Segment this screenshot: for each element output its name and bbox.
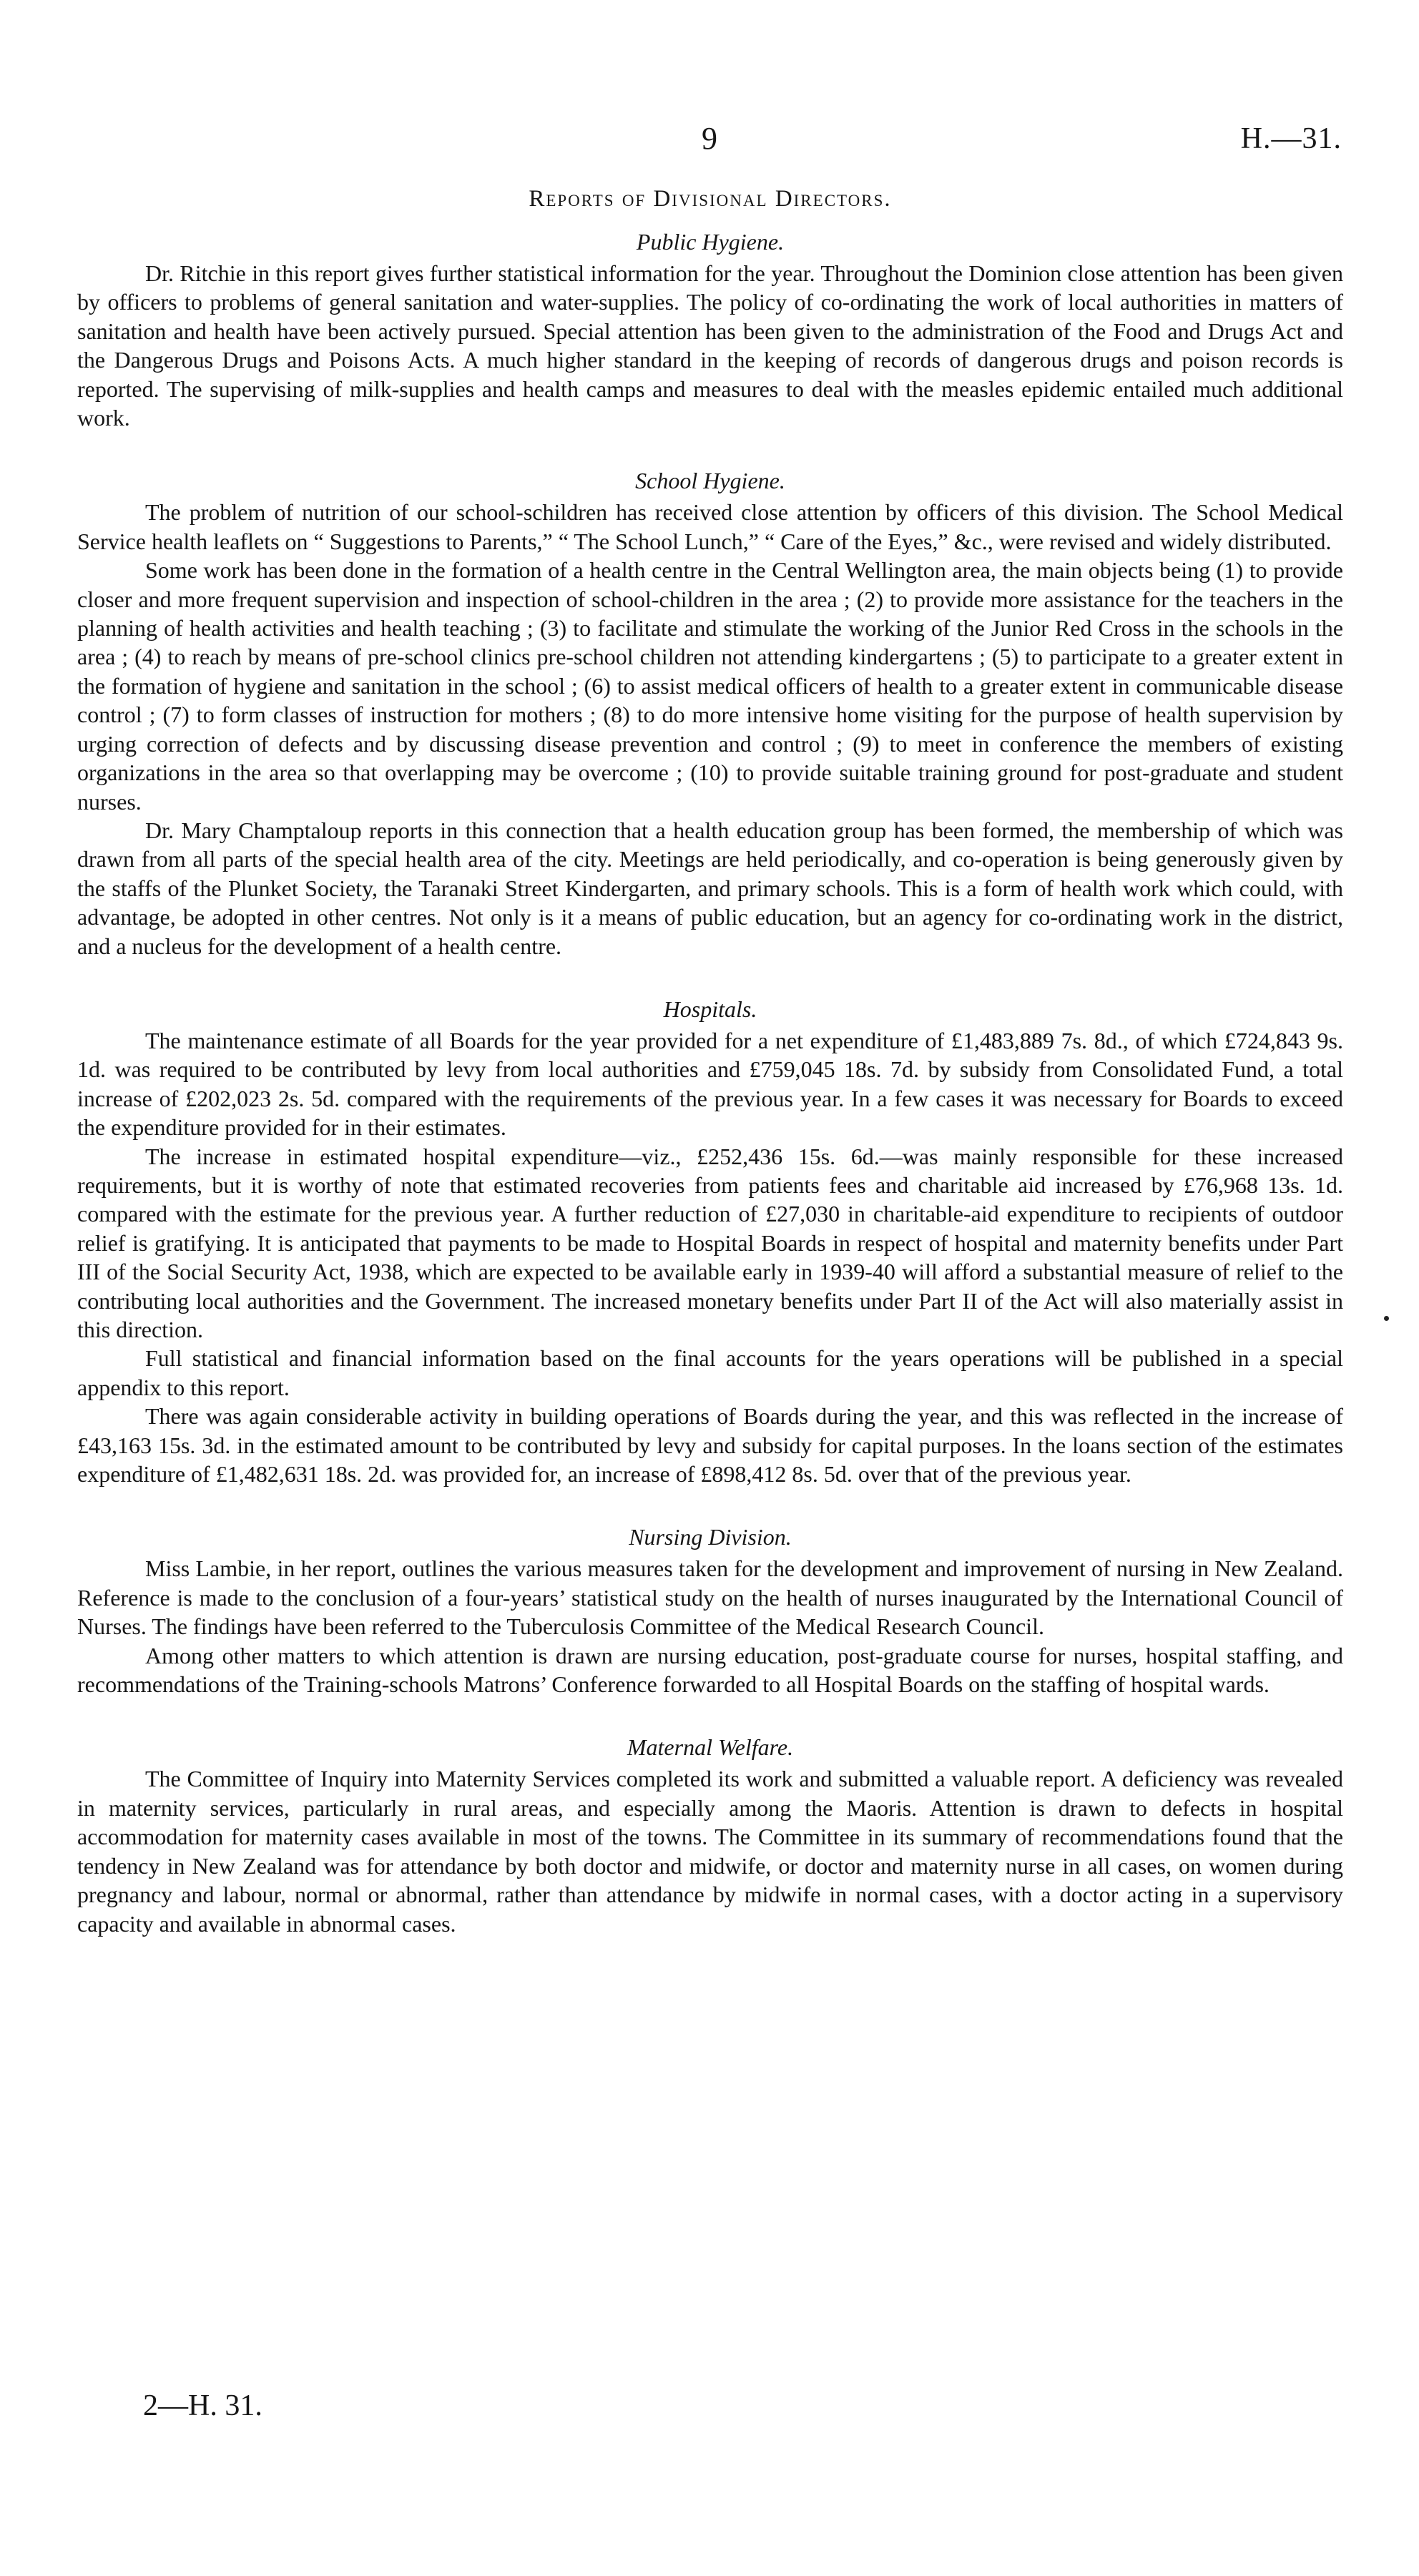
section-hospitals xyxy=(77,995,1343,1489)
section-heading: School Hygiene. xyxy=(635,468,785,494)
paragraph: Dr. Ritchie in this report gives further statistical information for the year. Throughout the Dominion close attention has been given by officers to problems of general sanitation and water-supplies. The policy of co-ordinating the work of local authorities in matters of sanitation and health have been actively pursued. Special attention has been given to the administration of the Food and Drugs Act and the Dangerous Drugs and Poisons Acts. A much higher standard in the keeping of records of dangerous drugs and poison records is reported. The supervising of milk-supplies and health camps and measures to deal with the measles epidemic entailed much additional work. xyxy=(77,260,1343,431)
paragraph: The Committee of Inquiry into Maternity Services completed its work and submitted a valuable report. A deficiency was revealed in maternity services, particularly in rural areas, and especially among the Maoris. Attention is drawn to defects in hospital accommodation for maternity cases available in most of the towns. The Committee in its summary of recommendations found that the tendency in New Zealand was for attendance by both doctor and midwife, or doctor and maternity nurse in all cases, on women during pregnancy and labour, normal or abnormal, rather than attendance by midwife in normal cases, with a doctor acting in a supervisory capacity and available in abnormal cases. xyxy=(77,1766,1343,1937)
paragraph: Dr. Mary Champtaloup reports in this connection that a health education group has been formed, the membership of which was drawn from all parts of the special health area of the city. Meetings are held periodically, and co-operation is being generously given by the staffs of the Plunket Society, the Taranaki Street Kindergarten, and primary schools. This is a form of health work which could, with advantage, be adopted in other centres. Not only is it a means of public education, but an agency for co-ordinating work in the district, and a nucleus for the development of a health centre. xyxy=(77,817,1343,959)
paragraph: Some work has been done in the formation of a health centre in the Central Wellington area, the main objects being (1) to provide closer and more frequent supervision and inspection of school-children in the area ; (2) to provide more assistance for the teachers in the planning of health activities and health teaching ; (3) to facilitate and stimulate the working of the Junior Red Cross in the schools in the area ; (4) to reach by means of pre-school clinics pre-school children not attending kindergartens ; (5) to participate to a greater extent in the formation of hygiene and sanitation in the school ; (6) to assist medical officers of health to a greater extent in communicable disease control ; (7) to form classes of instruction for mothers ; (8) to do more intensive home visiting for the purpose of health supervision by urging correction of defects and by discussing disease prevention and control ; (9) to meet in conference the members of existing organizations in the area so that overlapping may be overcome ; (10) to provide suitable training ground for post-graduate and student nurses. xyxy=(77,557,1343,815)
paragraph: The problem of nutrition of our school-schildren has received close attention by officers of this division. The School Medical Service health leaflets on “ Suggestions to Parents,” “ The School Lunch,” “ Care of the Eyes,” &c., were revised and widely distributed. xyxy=(77,499,1343,554)
page-title: Reports of Divisional Directors. xyxy=(529,186,892,212)
section-heading: Nursing Division. xyxy=(629,1524,792,1550)
paragraph: Full statistical and financial information based on the final accounts for the years operations will be published in a special appendix to this report. xyxy=(77,1345,1343,1400)
document-reference: H.—31. xyxy=(1240,122,1342,155)
print-mark xyxy=(1384,1316,1389,1321)
paragraph: There was again considerable activity in building operations of Boards during the year, and this was reflected in the increase of £43,163 15s. 3d. in the estimated amount to be contributed by levy and subsidy for capital purposes. In the loans section of the estimates expenditure of £1,482,631 18s. 2d. was provided for, an increase of £898,412 8s. 5d. over that of the previous year. xyxy=(77,1403,1343,1488)
document-body xyxy=(77,185,1343,1972)
paragraph: The increase in estimated hospital expenditure—viz., £252,436 15s. 6d.—was mainly responsible for these increased requirements, but it is worthy of note that estimated recoveries from patients fees and charitable aid increased by £76,968 13s. 1d. compared with the estimate for the previous year. A further reduction of £27,030 in charitable-aid expenditure to recipients of outdoor relief is gratifying. It is anticipated that payments to be made to Hospital Boards in respect of hospital and maternity benefits under Part III of the Social Security Act, 1938, which are expected to be available early in 1939-40 will afford a substantial measure of relief to the contributing local authorities and the Government. The increased monetary benefits under Part II of the Act will also materially assist in this direction. xyxy=(77,1143,1343,1342)
page-number: 9 xyxy=(702,121,717,156)
paragraph: The maintenance estimate of all Boards for the year provided for a net expenditure of £1,483,889 7s. 8d., of which £724,843 9s. 1d. was required to be contributed by levy from local authorities and £759,045 18s. 7d. by subsidy from Consolidated Fund, a total increase of £202,023 2s. 5d. compared with the requirements of the previous year. In a few cases it was necessary for Boards to exceed the expenditure provided for in their estimates. xyxy=(77,1027,1343,1141)
section-heading: Hospitals. xyxy=(663,996,757,1022)
section-heading: Maternal Welfare. xyxy=(627,1734,794,1761)
section-public-hygiene xyxy=(77,227,1343,432)
paragraph: Among other matters to which attention is drawn are nursing education, post-graduate course for nurses, hospital staffing, and recommendations of the Training-schools Matrons’ Conference forwarded to all Hospital Boards on the staffing of hospital wards. xyxy=(77,1642,1343,1698)
section-heading: Public Hygiene. xyxy=(636,229,785,255)
footer-signature: 2—H. 31. xyxy=(143,2389,262,2422)
section-maternal-welfare xyxy=(77,1733,1343,1937)
section-school-hygiene xyxy=(77,466,1343,960)
paragraph: Miss Lambie, in her report, outlines the various measures taken for the development and improvement of nursing in New Zealand. Reference is made to the conclusion of a four-years’ statistical study on the health of nurses inaugurated by the International Council of Nurses. The findings have been referred to the Tuberculosis Committee of the Medical Research Council. xyxy=(77,1555,1343,1640)
section-nursing-division xyxy=(77,1523,1343,1699)
